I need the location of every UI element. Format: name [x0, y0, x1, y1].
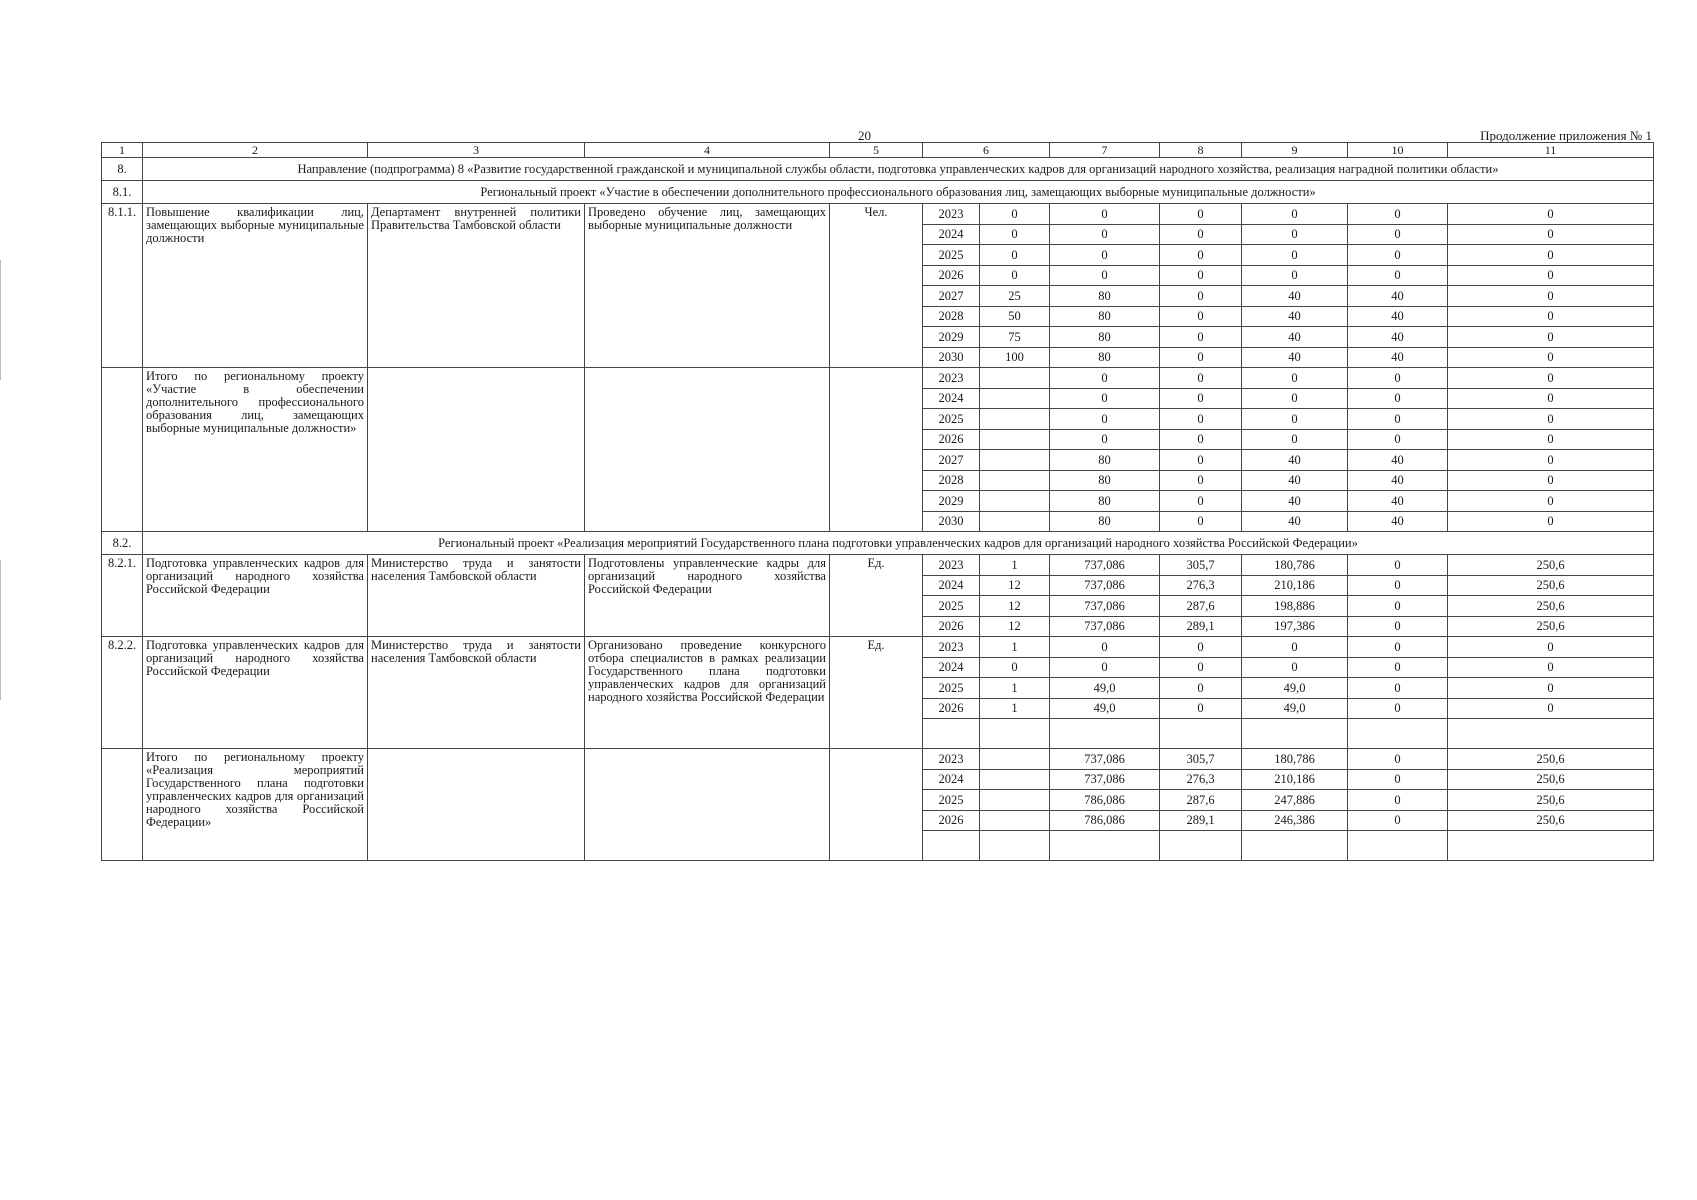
federal-budget: 0 — [1160, 657, 1242, 678]
federal-budget: 305,7 — [1160, 749, 1242, 770]
total-name: Итого по региональному проекту «Участие в обеспечении дополнительного профессионального образования лиц, замещающих выборные муниципальные должности» — [143, 368, 368, 532]
total-funding: 0 — [1050, 388, 1160, 409]
indicator-value — [980, 769, 1050, 790]
total-funding: 737,086 — [1050, 575, 1160, 596]
extrabudgetary-funds: 250,6 — [1448, 555, 1654, 576]
local-budget: 0 — [1348, 409, 1448, 430]
unit: Чел. — [830, 204, 923, 368]
local-budget: 40 — [1348, 327, 1448, 348]
extrabudgetary-funds: 250,6 — [1448, 790, 1654, 811]
year-cell: 2024 — [923, 224, 980, 245]
local-budget: 0 — [1348, 555, 1448, 576]
executor: Департамент внутренней политики Правительства Тамбовской области — [368, 204, 585, 368]
extrabudgetary-funds: 0 — [1448, 678, 1654, 699]
unit: Ед. — [830, 637, 923, 749]
row-number: 8.2.1. — [102, 555, 143, 637]
scan-edge-mark — [0, 260, 1, 380]
extrabudgetary-funds: 0 — [1448, 511, 1654, 532]
indicator-value: 1 — [980, 698, 1050, 719]
local-budget: 0 — [1348, 596, 1448, 617]
year-cell: 2025 — [923, 245, 980, 266]
total-funding: 80 — [1050, 491, 1160, 512]
extrabudgetary-funds: 0 — [1448, 286, 1654, 307]
local-budget: 0 — [1348, 810, 1448, 831]
total-funding: 0 — [1050, 368, 1160, 389]
total-funding: 80 — [1050, 306, 1160, 327]
row-number: 8.1.1. — [102, 204, 143, 368]
year-cell: 2030 — [923, 347, 980, 368]
empty-cell — [1348, 719, 1448, 749]
activity-name: Повышение квалификации лиц, замещающих выборные муниципальные должности — [143, 204, 368, 368]
table-body — [102, 143, 1654, 861]
total-funding: 80 — [1050, 450, 1160, 471]
year-cell: 2024 — [923, 769, 980, 790]
local-budget: 0 — [1348, 769, 1448, 790]
regional-budget: 40 — [1242, 327, 1348, 348]
result — [585, 749, 830, 861]
extrabudgetary-funds: 0 — [1448, 429, 1654, 450]
federal-budget: 276,3 — [1160, 575, 1242, 596]
total-funding: 737,086 — [1050, 616, 1160, 637]
local-budget: 40 — [1348, 347, 1448, 368]
indicator-value — [980, 450, 1050, 471]
total-row — [102, 749, 1654, 770]
activity-row — [102, 637, 1654, 658]
indicator-value: 0 — [980, 265, 1050, 286]
local-budget: 40 — [1348, 306, 1448, 327]
empty-cell — [980, 831, 1050, 861]
federal-budget: 0 — [1160, 470, 1242, 491]
total-funding: 786,086 — [1050, 810, 1160, 831]
local-budget: 0 — [1348, 368, 1448, 389]
local-budget: 0 — [1348, 204, 1448, 225]
column-number: 6 — [923, 143, 1050, 158]
empty-cell — [1160, 831, 1242, 861]
executor — [368, 368, 585, 532]
indicator-value: 75 — [980, 327, 1050, 348]
local-budget: 0 — [1348, 657, 1448, 678]
extrabudgetary-funds: 0 — [1448, 224, 1654, 245]
indicator-value — [980, 388, 1050, 409]
local-budget: 0 — [1348, 678, 1448, 699]
empty-cell — [1448, 831, 1654, 861]
local-budget: 0 — [1348, 388, 1448, 409]
regional-budget: 40 — [1242, 286, 1348, 307]
column-number: 8 — [1160, 143, 1242, 158]
year-cell: 2028 — [923, 470, 980, 491]
federal-budget: 0 — [1160, 204, 1242, 225]
year-cell: 2029 — [923, 327, 980, 348]
total-funding: 49,0 — [1050, 698, 1160, 719]
total-name: Итого по региональному проекту «Реализация мероприятий Государственного плана подготовки управленческих кадров для организаций народного хозяйства Российской Федерации» — [143, 749, 368, 861]
year-cell: 2025 — [923, 678, 980, 699]
indicator-value: 25 — [980, 286, 1050, 307]
total-row — [102, 368, 1654, 389]
year-cell: 2026 — [923, 698, 980, 719]
column-number: 9 — [1242, 143, 1348, 158]
indicator-value: 12 — [980, 575, 1050, 596]
local-budget: 0 — [1348, 698, 1448, 719]
empty-cell — [1242, 831, 1348, 861]
indicator-value: 12 — [980, 596, 1050, 617]
total-funding: 80 — [1050, 286, 1160, 307]
program-table — [101, 142, 1654, 861]
total-funding: 786,086 — [1050, 790, 1160, 811]
regional-budget: 0 — [1242, 388, 1348, 409]
column-number: 4 — [585, 143, 830, 158]
local-budget: 40 — [1348, 450, 1448, 471]
regional-budget: 180,786 — [1242, 555, 1348, 576]
regional-budget: 0 — [1242, 265, 1348, 286]
scan-edge-mark — [0, 560, 1, 700]
executor — [368, 749, 585, 861]
indicator-value — [980, 429, 1050, 450]
year-cell: 2025 — [923, 409, 980, 430]
empty-cell — [1448, 719, 1654, 749]
extrabudgetary-funds: 0 — [1448, 388, 1654, 409]
indicator-value — [980, 368, 1050, 389]
unit: Ед. — [830, 555, 923, 637]
federal-budget: 0 — [1160, 429, 1242, 450]
executor: Министерство труда и занятости населения Тамбовской области — [368, 637, 585, 749]
column-number-row — [102, 143, 1654, 158]
extrabudgetary-funds: 0 — [1448, 327, 1654, 348]
federal-budget: 0 — [1160, 388, 1242, 409]
total-funding: 0 — [1050, 204, 1160, 225]
federal-budget: 289,1 — [1160, 810, 1242, 831]
local-budget: 40 — [1348, 511, 1448, 532]
project-title: Региональный проект «Реализация мероприятий Государственного плана подготовки управленческих кадров для организаций народного хозяйства Российской Федерации» — [143, 532, 1654, 555]
result — [585, 368, 830, 532]
project-number: 8.2. — [102, 532, 143, 555]
total-funding: 0 — [1050, 224, 1160, 245]
extrabudgetary-funds: 0 — [1448, 409, 1654, 430]
year-cell: 2026 — [923, 265, 980, 286]
regional-budget: 0 — [1242, 245, 1348, 266]
federal-budget: 305,7 — [1160, 555, 1242, 576]
unit — [830, 749, 923, 861]
extrabudgetary-funds: 250,6 — [1448, 810, 1654, 831]
year-cell: 2027 — [923, 450, 980, 471]
regional-budget: 197,386 — [1242, 616, 1348, 637]
federal-budget: 0 — [1160, 327, 1242, 348]
federal-budget: 0 — [1160, 491, 1242, 512]
federal-budget: 289,1 — [1160, 616, 1242, 637]
result: Проведено обучение лиц, замещающих выборные муниципальные должности — [585, 204, 830, 368]
year-cell: 2027 — [923, 286, 980, 307]
extrabudgetary-funds: 250,6 — [1448, 616, 1654, 637]
indicator-value — [980, 810, 1050, 831]
total-funding: 0 — [1050, 637, 1160, 658]
indicator-value — [980, 470, 1050, 491]
regional-budget: 0 — [1242, 224, 1348, 245]
regional-budget: 210,186 — [1242, 769, 1348, 790]
indicator-value: 0 — [980, 245, 1050, 266]
column-number: 10 — [1348, 143, 1448, 158]
year-cell: 2024 — [923, 657, 980, 678]
extrabudgetary-funds: 0 — [1448, 637, 1654, 658]
regional-budget: 0 — [1242, 368, 1348, 389]
federal-budget: 0 — [1160, 698, 1242, 719]
extrabudgetary-funds: 0 — [1448, 657, 1654, 678]
federal-budget: 0 — [1160, 511, 1242, 532]
local-budget: 40 — [1348, 470, 1448, 491]
total-funding: 0 — [1050, 429, 1160, 450]
project-number: 8.1. — [102, 181, 143, 204]
column-number: 11 — [1448, 143, 1654, 158]
year-cell: 2026 — [923, 616, 980, 637]
extrabudgetary-funds: 0 — [1448, 204, 1654, 225]
section-row — [102, 158, 1654, 181]
federal-budget: 0 — [1160, 245, 1242, 266]
project-row — [102, 181, 1654, 204]
total-funding: 49,0 — [1050, 678, 1160, 699]
column-number: 1 — [102, 143, 143, 158]
indicator-value — [980, 409, 1050, 430]
empty-cell — [1242, 719, 1348, 749]
federal-budget: 287,6 — [1160, 596, 1242, 617]
year-cell: 2024 — [923, 388, 980, 409]
federal-budget: 0 — [1160, 347, 1242, 368]
local-budget: 0 — [1348, 429, 1448, 450]
regional-budget: 0 — [1242, 204, 1348, 225]
indicator-value: 1 — [980, 678, 1050, 699]
total-funding: 737,086 — [1050, 596, 1160, 617]
local-budget: 0 — [1348, 637, 1448, 658]
indicator-value: 0 — [980, 204, 1050, 225]
indicator-value: 12 — [980, 616, 1050, 637]
indicator-value — [980, 511, 1050, 532]
year-cell: 2025 — [923, 596, 980, 617]
regional-budget: 49,0 — [1242, 698, 1348, 719]
activity-name: Подготовка управленческих кадров для организаций народного хозяйства Российской Федерации — [143, 637, 368, 749]
extrabudgetary-funds: 0 — [1448, 347, 1654, 368]
empty-cell — [1160, 719, 1242, 749]
extrabudgetary-funds: 0 — [1448, 491, 1654, 512]
local-budget: 0 — [1348, 616, 1448, 637]
year-cell: 2030 — [923, 511, 980, 532]
federal-budget: 0 — [1160, 224, 1242, 245]
total-funding: 0 — [1050, 245, 1160, 266]
federal-budget: 0 — [1160, 678, 1242, 699]
empty-cell — [1050, 831, 1160, 861]
continuation-note: Продолжение приложения № 1 — [1480, 128, 1652, 143]
federal-budget: 0 — [1160, 306, 1242, 327]
regional-budget: 49,0 — [1242, 678, 1348, 699]
indicator-value: 1 — [980, 555, 1050, 576]
regional-budget: 0 — [1242, 429, 1348, 450]
column-number: 2 — [143, 143, 368, 158]
column-number: 7 — [1050, 143, 1160, 158]
column-number: 5 — [830, 143, 923, 158]
extrabudgetary-funds: 0 — [1448, 306, 1654, 327]
regional-budget: 40 — [1242, 306, 1348, 327]
year-cell: 2023 — [923, 749, 980, 770]
regional-budget: 0 — [1242, 409, 1348, 430]
project-title: Региональный проект «Участие в обеспечении дополнительного профессионального образования лиц, замещающих выборные муниципальные должности» — [143, 181, 1654, 204]
unit — [830, 368, 923, 532]
federal-budget: 0 — [1160, 409, 1242, 430]
extrabudgetary-funds: 250,6 — [1448, 769, 1654, 790]
empty-cell — [1348, 831, 1448, 861]
activity-row — [102, 204, 1654, 225]
regional-budget: 40 — [1242, 347, 1348, 368]
total-funding: 80 — [1050, 347, 1160, 368]
extrabudgetary-funds: 0 — [1448, 450, 1654, 471]
extrabudgetary-funds: 250,6 — [1448, 596, 1654, 617]
local-budget: 40 — [1348, 286, 1448, 307]
row-number — [102, 749, 143, 861]
extrabudgetary-funds: 0 — [1448, 698, 1654, 719]
indicator-value: 0 — [980, 224, 1050, 245]
empty-cell — [980, 719, 1050, 749]
total-funding: 80 — [1050, 327, 1160, 348]
total-funding: 80 — [1050, 511, 1160, 532]
year-cell: 2023 — [923, 555, 980, 576]
regional-budget: 40 — [1242, 511, 1348, 532]
year-cell: 2023 — [923, 204, 980, 225]
total-funding: 0 — [1050, 657, 1160, 678]
federal-budget: 0 — [1160, 265, 1242, 286]
page-number: 20 — [858, 128, 871, 143]
local-budget: 0 — [1348, 265, 1448, 286]
total-funding: 0 — [1050, 265, 1160, 286]
result: Организовано проведение конкурсного отбора специалистов в рамках реализации Государственного плана подготовки управленческих кадров для организаций народного хозяйства Российской Федерации — [585, 637, 830, 749]
indicator-value: 100 — [980, 347, 1050, 368]
total-funding: 737,086 — [1050, 769, 1160, 790]
federal-budget: 0 — [1160, 637, 1242, 658]
year-cell: 2024 — [923, 575, 980, 596]
indicator-value: 50 — [980, 306, 1050, 327]
regional-budget: 180,786 — [1242, 749, 1348, 770]
regional-budget: 198,886 — [1242, 596, 1348, 617]
local-budget: 0 — [1348, 245, 1448, 266]
result: Подготовлены управленческие кадры для организаций народного хозяйства Российской Федерации — [585, 555, 830, 637]
regional-budget: 40 — [1242, 491, 1348, 512]
regional-budget: 40 — [1242, 470, 1348, 491]
indicator-value: 0 — [980, 657, 1050, 678]
year-cell: 2026 — [923, 429, 980, 450]
extrabudgetary-funds: 0 — [1448, 368, 1654, 389]
extrabudgetary-funds: 250,6 — [1448, 575, 1654, 596]
indicator-value — [980, 491, 1050, 512]
regional-budget: 247,886 — [1242, 790, 1348, 811]
total-funding: 80 — [1050, 470, 1160, 491]
extrabudgetary-funds: 0 — [1448, 265, 1654, 286]
indicator-value: 1 — [980, 637, 1050, 658]
year-cell: 2029 — [923, 491, 980, 512]
federal-budget: 276,3 — [1160, 769, 1242, 790]
regional-budget: 210,186 — [1242, 575, 1348, 596]
executor: Министерство труда и занятости населения Тамбовской области — [368, 555, 585, 637]
local-budget: 0 — [1348, 749, 1448, 770]
empty-cell — [923, 831, 980, 861]
row-number — [102, 368, 143, 532]
column-number: 3 — [368, 143, 585, 158]
local-budget: 0 — [1348, 224, 1448, 245]
federal-budget: 0 — [1160, 368, 1242, 389]
section-title: Направление (подпрограмма) 8 «Развитие государственной гражданской и муниципальной службы области, подготовка управленческих кадров для организаций народного хозяйства, реализация наградной политики области» — [143, 158, 1654, 181]
regional-budget: 0 — [1242, 657, 1348, 678]
project-row — [102, 532, 1654, 555]
regional-budget: 0 — [1242, 637, 1348, 658]
activity-row — [102, 555, 1654, 576]
extrabudgetary-funds: 250,6 — [1448, 749, 1654, 770]
year-cell: 2025 — [923, 790, 980, 811]
row-number: 8.2.2. — [102, 637, 143, 749]
section-number: 8. — [102, 158, 143, 181]
year-cell: 2026 — [923, 810, 980, 831]
activity-name: Подготовка управленческих кадров для организаций народного хозяйства Российской Федерации — [143, 555, 368, 637]
local-budget: 0 — [1348, 575, 1448, 596]
local-budget: 40 — [1348, 491, 1448, 512]
total-funding: 737,086 — [1050, 555, 1160, 576]
regional-budget: 246,386 — [1242, 810, 1348, 831]
federal-budget: 0 — [1160, 286, 1242, 307]
year-cell: 2023 — [923, 637, 980, 658]
total-funding: 737,086 — [1050, 749, 1160, 770]
empty-cell — [1050, 719, 1160, 749]
regional-budget: 40 — [1242, 450, 1348, 471]
year-cell: 2023 — [923, 368, 980, 389]
year-cell: 2028 — [923, 306, 980, 327]
local-budget: 0 — [1348, 790, 1448, 811]
empty-cell — [923, 719, 980, 749]
federal-budget: 287,6 — [1160, 790, 1242, 811]
indicator-value — [980, 749, 1050, 770]
indicator-value — [980, 790, 1050, 811]
total-funding: 0 — [1050, 409, 1160, 430]
federal-budget: 0 — [1160, 450, 1242, 471]
extrabudgetary-funds: 0 — [1448, 245, 1654, 266]
extrabudgetary-funds: 0 — [1448, 470, 1654, 491]
